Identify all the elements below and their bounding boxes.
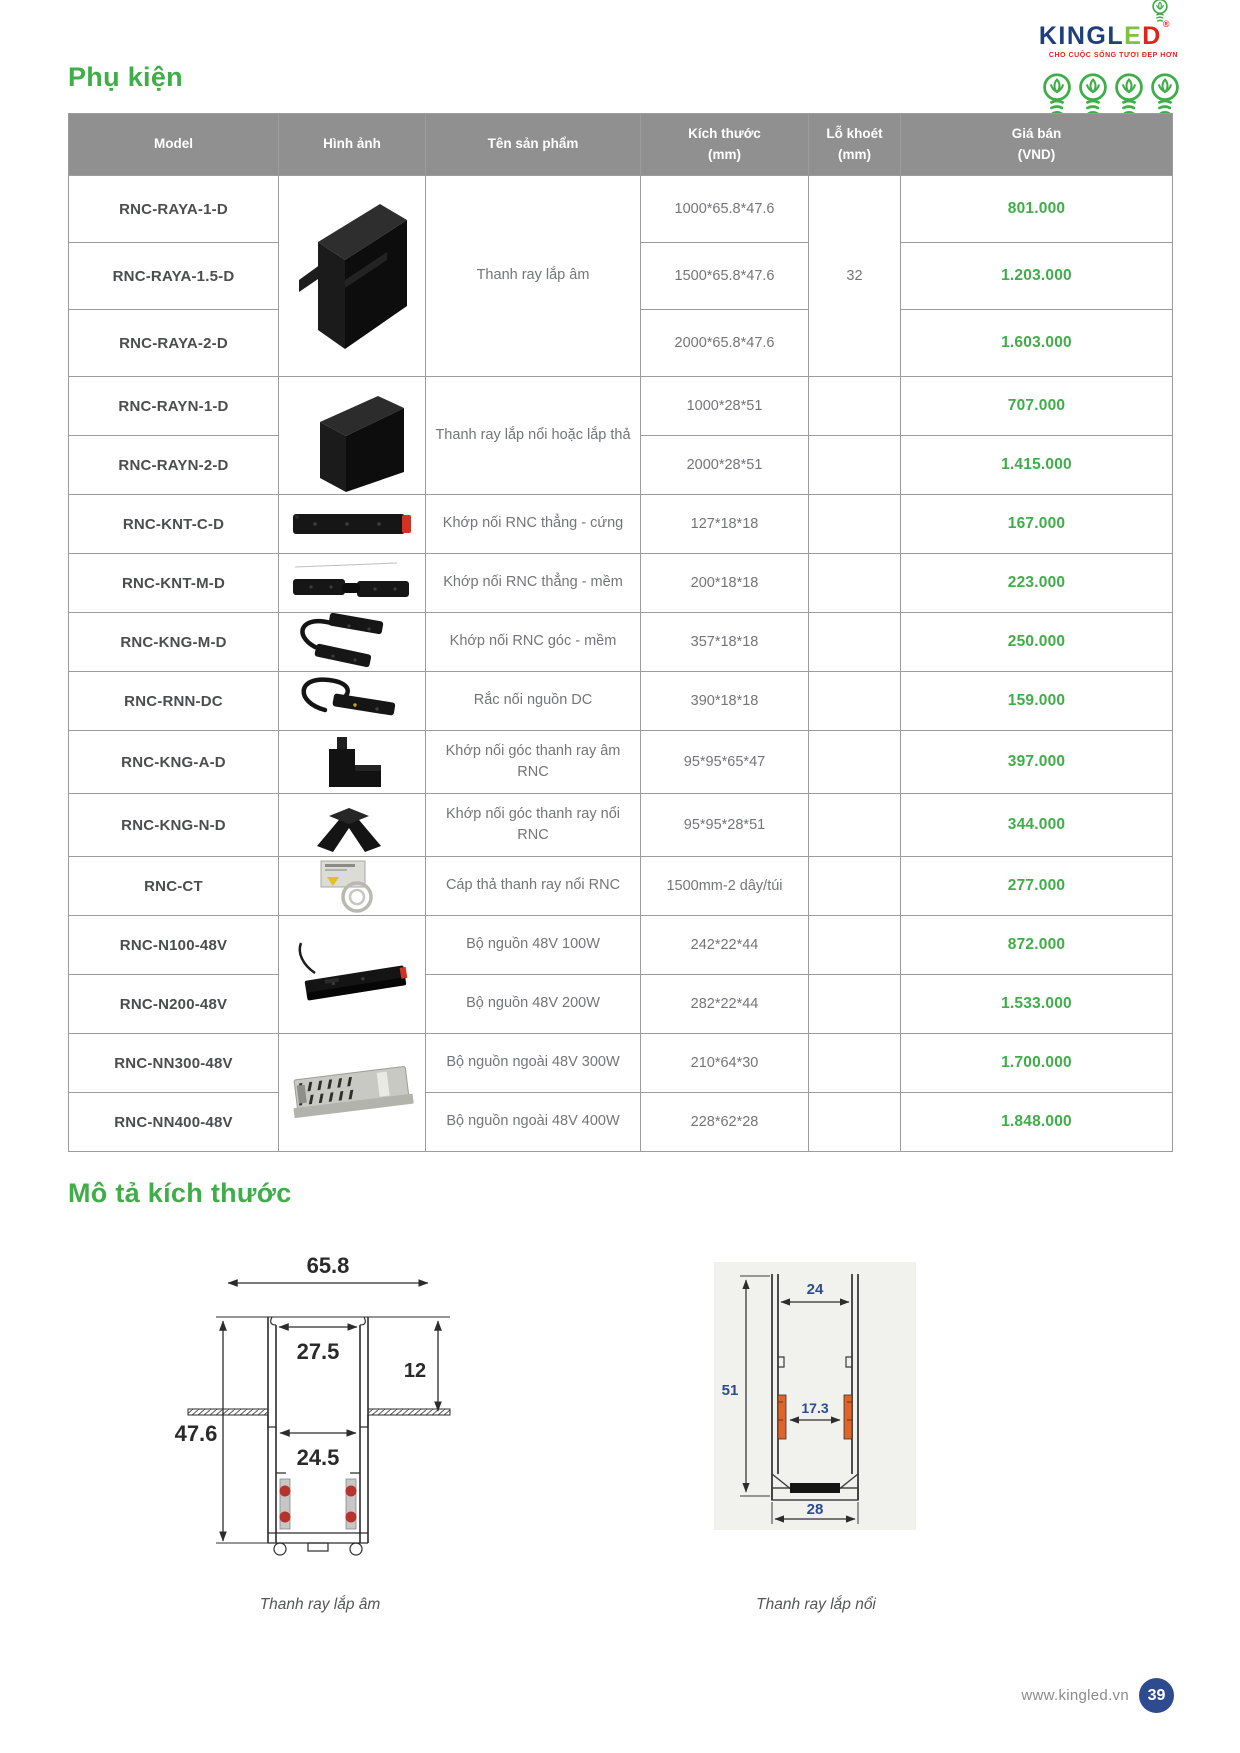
dimensions-section-title: Mô tả kích thước <box>68 1178 292 1208</box>
hole-cell <box>809 1034 901 1093</box>
price-cell: 1.533.000 <box>901 975 1173 1034</box>
size-cell: 1500mm-2 dây/túi <box>641 857 809 916</box>
recessed-track-caption: Thanh ray lắp âm <box>259 1596 381 1613</box>
price-cell: 872.000 <box>901 916 1173 975</box>
hole-cell <box>809 794 901 857</box>
size-cell: 357*18*18 <box>641 613 809 672</box>
page-footer <box>1021 1678 1174 1713</box>
price-cell: 1.415.000 <box>901 436 1173 495</box>
product-name-cell: Bộ nguồn ngoài 48V 300W <box>426 1034 641 1093</box>
price-cell: 1.848.000 <box>901 1093 1173 1152</box>
product-image-cell <box>279 916 426 1034</box>
col-header-image: Hình ảnh <box>279 114 426 176</box>
model-cell: RNC-RAYN-1-D <box>69 377 279 436</box>
kingled-logo <box>1038 19 1178 59</box>
accessories-table-body <box>69 176 1173 1152</box>
product-photo-suspension-cable-kit <box>285 857 420 915</box>
hole-cell <box>809 436 901 495</box>
model-cell: RNC-KNG-N-D <box>69 794 279 857</box>
size-cell: 390*18*18 <box>641 672 809 731</box>
table-row <box>69 731 1173 794</box>
recessed-track-diagram <box>168 1255 478 1590</box>
price-cell: 801.000 <box>901 176 1173 243</box>
svg-text:12: 12 <box>403 1360 427 1382</box>
size-cell: 2000*65.8*47.6 <box>641 310 809 377</box>
product-name-cell: Khớp nối RNC thẳng - mềm <box>426 554 641 613</box>
size-cell: 200*18*18 <box>641 554 809 613</box>
col-header-size: Kích thước (mm) <box>641 114 809 176</box>
product-name-cell: Khớp nối RNC thẳng - cứng <box>426 495 641 554</box>
product-photo-corner-surface <box>285 794 420 856</box>
table-row <box>69 495 1173 554</box>
model-cell: RNC-KNG-M-D <box>69 613 279 672</box>
svg-text:24: 24 <box>806 1281 824 1298</box>
model-cell: RNC-NN400-48V <box>69 1093 279 1152</box>
table-row <box>69 794 1173 857</box>
hole-cell <box>809 495 901 554</box>
price-cell: 1.700.000 <box>901 1034 1173 1093</box>
logo-text-blue: KINGL <box>1038 22 1125 50</box>
product-name-cell: Cáp thả thanh ray nổi RNC <box>426 857 641 916</box>
table-row <box>69 672 1173 731</box>
product-image-cell <box>279 377 426 495</box>
size-cell: 127*18*18 <box>641 495 809 554</box>
model-cell: RNC-N200-48V <box>69 975 279 1034</box>
svg-text:17.3: 17.3 <box>801 1400 829 1416</box>
product-photo-corner-connector-flex <box>285 613 420 671</box>
product-name-cell: Khớp nối góc thanh ray nổi RNC <box>426 794 641 857</box>
price-cell: 1.203.000 <box>901 243 1173 310</box>
product-image-cell <box>279 857 426 916</box>
product-photo-straight-connector-rigid <box>285 496 420 552</box>
model-cell: RNC-RAYA-1.5-D <box>69 243 279 310</box>
table-row <box>69 377 1173 436</box>
product-photo-surface-track <box>292 380 412 492</box>
table-row <box>69 916 1173 975</box>
hole-cell <box>809 672 901 731</box>
price-cell: 250.000 <box>901 613 1173 672</box>
bulb-icon <box>1148 0 1172 29</box>
hole-cell <box>809 377 901 436</box>
product-name-cell: Khớp nối RNC góc - mềm <box>426 613 641 672</box>
svg-text:51: 51 <box>721 1382 739 1399</box>
svg-text:24.5: 24.5 <box>296 1445 340 1470</box>
price-cell: 1.603.000 <box>901 310 1173 377</box>
size-cell: 1000*28*51 <box>641 377 809 436</box>
product-name-cell: Rắc nối nguồn DC <box>426 672 641 731</box>
product-image-cell <box>279 731 426 794</box>
table-row <box>69 1034 1173 1093</box>
product-name-cell: Bộ nguồn 48V 200W <box>426 975 641 1034</box>
table-row <box>69 613 1173 672</box>
product-image-cell <box>279 495 426 554</box>
hole-cell <box>809 1093 901 1152</box>
hole-cell <box>809 554 901 613</box>
product-name-cell: Bộ nguồn ngoài 48V 400W <box>426 1093 641 1152</box>
price-cell: 344.000 <box>901 794 1173 857</box>
col-header-model: Model <box>69 114 279 176</box>
col-header-price: Giá bán (VND) <box>901 114 1173 176</box>
col-header-name: Tên sản phẩm <box>426 114 641 176</box>
price-cell: 167.000 <box>901 495 1173 554</box>
model-cell: RNC-CT <box>69 857 279 916</box>
product-name-cell: Bộ nguồn 48V 100W <box>426 916 641 975</box>
table-row <box>69 1093 1173 1152</box>
logo-text-red: D <box>1142 22 1162 50</box>
size-cell: 282*22*44 <box>641 975 809 1034</box>
size-cell: 210*64*30 <box>641 1034 809 1093</box>
website-link[interactable]: www.kingled.vn <box>1021 1687 1129 1704</box>
product-image-cell <box>279 794 426 857</box>
price-cell: 159.000 <box>901 672 1173 731</box>
table-header-row <box>69 114 1173 176</box>
price-cell: 397.000 <box>901 731 1173 794</box>
kingled-logo-text <box>1038 19 1178 50</box>
model-cell: RNC-RNN-DC <box>69 672 279 731</box>
product-image-cell <box>279 672 426 731</box>
model-cell: RNC-RAYN-2-D <box>69 436 279 495</box>
accessories-table <box>68 113 1172 1152</box>
svg-text:27.5: 27.5 <box>296 1339 340 1364</box>
hole-cell <box>809 916 901 975</box>
model-cell: RNC-NN300-48V <box>69 1034 279 1093</box>
size-cell: 228*62*28 <box>641 1093 809 1152</box>
hole-cell <box>809 975 901 1034</box>
product-image-cell <box>279 613 426 672</box>
price-cell: 707.000 <box>901 377 1173 436</box>
product-image-cell <box>279 554 426 613</box>
svg-text:65.8: 65.8 <box>306 1255 350 1278</box>
product-photo-corner-recessed <box>285 731 420 793</box>
product-photo-straight-connector-flex <box>285 555 420 611</box>
product-name-cell: Thanh ray lắp âm <box>426 176 641 377</box>
page-number-badge: 39 <box>1139 1678 1174 1713</box>
table-row <box>69 975 1173 1034</box>
logo-text-green: E <box>1124 22 1143 50</box>
registered-mark: ® <box>1162 19 1171 29</box>
price-cell: 277.000 <box>901 857 1173 916</box>
product-name-cell: Thanh ray lắp nổi hoặc lắp thả <box>426 377 641 495</box>
size-cell: 2000*28*51 <box>641 436 809 495</box>
col-header-hole: Lỗ khoét (mm) <box>809 114 901 176</box>
product-name-cell: Khớp nối góc thanh ray âm RNC <box>426 731 641 794</box>
table-row <box>69 554 1173 613</box>
product-photo-recessed-track <box>285 184 420 369</box>
table-row <box>69 857 1173 916</box>
model-cell: RNC-KNT-C-D <box>69 495 279 554</box>
hole-cell <box>809 613 901 672</box>
size-cell: 1000*65.8*47.6 <box>641 176 809 243</box>
model-cell: RNC-KNT-M-D <box>69 554 279 613</box>
surface-track-caption: Thanh ray lắp nổi <box>756 1596 876 1613</box>
size-cell: 95*95*28*51 <box>641 794 809 857</box>
svg-text:28: 28 <box>806 1501 824 1518</box>
hole-cell <box>809 731 901 794</box>
price-cell: 223.000 <box>901 554 1173 613</box>
page-title: Phụ kiện <box>68 62 183 92</box>
hole-cell <box>809 857 901 916</box>
size-cell: 242*22*44 <box>641 916 809 975</box>
table-row <box>69 176 1173 243</box>
hole-cell: 32 <box>809 176 901 377</box>
product-image-cell <box>279 176 426 377</box>
size-cell: 1500*65.8*47.6 <box>641 243 809 310</box>
product-photo-external-psu-48v <box>282 1043 422 1143</box>
product-image-cell <box>279 1034 426 1152</box>
size-cell: 95*95*65*47 <box>641 731 809 794</box>
surface-track-diagram <box>714 1262 916 1530</box>
model-cell: RNC-RAYA-1-D <box>69 176 279 243</box>
product-photo-driver-48v <box>285 925 420 1025</box>
model-cell: RNC-RAYA-2-D <box>69 310 279 377</box>
svg-text:47.6: 47.6 <box>174 1421 218 1446</box>
model-cell: RNC-N100-48V <box>69 916 279 975</box>
product-photo-dc-power-connector <box>285 672 420 730</box>
logo-tagline: CHO CUỘC SỐNG TƯƠI ĐẸP HƠN <box>1048 52 1178 59</box>
model-cell: RNC-KNG-A-D <box>69 731 279 794</box>
